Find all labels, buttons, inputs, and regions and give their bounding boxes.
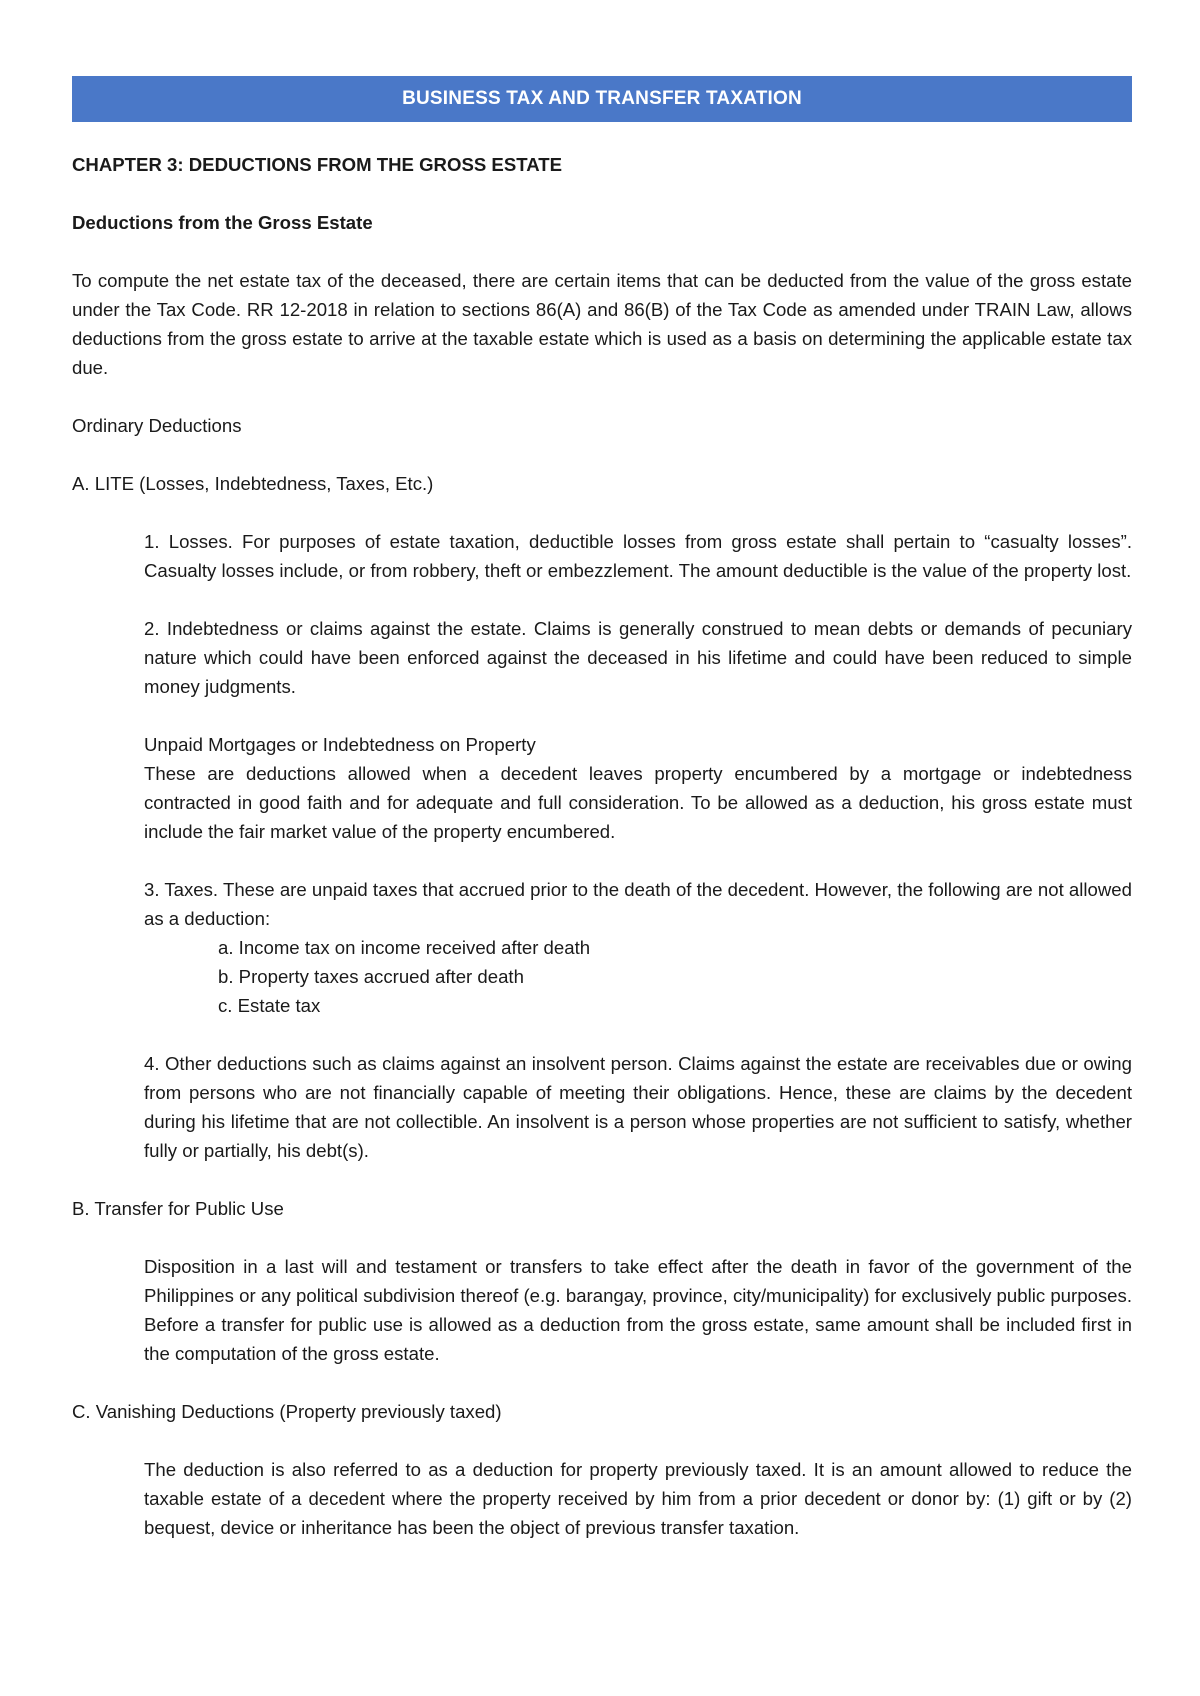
item-indebtedness: 2. Indebtedness or claims against the estate. Claims is generally construed to mean debts or demands of pecuniary nature which could have been enforced against the deceased in his lifetime and could have been reduced to simple money judgments. — [144, 618, 1132, 697]
item-other-deductions: 4. Other deductions such as claims against an insolvent person. Claims against the estate are receivables due or owing from persons who are not financially capable of meeting their obligations. Hence, these are claims by the decedent during his lifetime that are not collectible. An insolvent is a person whose properties are not sufficient to satisfy, whether fully or partially, his debt(s). — [144, 1053, 1132, 1161]
item-taxes: 3. Taxes. These are unpaid taxes that accrued prior to the death of the decedent. However, the following are not allowed as a deduction: — [144, 879, 1132, 929]
public-use-text: Disposition in a last will and testament or transfers to take effect after the death in favor of the government of the Philippines or any political subdivision thereof (e.g. barangay, province, city/municipality) for exclusively public purposes. Before a transfer for public use is allowed as a deduction from the gross estate, same amount shall be included first in the computation of the gross estate. — [144, 1256, 1132, 1364]
document-header-title: BUSINESS TAX AND TRANSFER TAXATION — [402, 88, 802, 109]
intro-paragraph: To compute the net estate tax of the deceased, there are certain items that can be deducted from the value of the gross estate under the Tax Code. RR 12-2018 in relation to sections 86(A) and 86(B) of the Tax Code as amended under TRAIN Law, allows deductions from the gross estate to arrive at the taxable estate which is used as a basis on determining the applicable estate tax due. — [72, 270, 1132, 378]
public-use-heading: B. Transfer for Public Use — [72, 1198, 284, 1219]
document-header-bar — [72, 76, 1132, 122]
tax-exclusion-item: a. Income tax on income received after death — [218, 937, 591, 958]
unpaid-mortgages-heading: Unpaid Mortgages or Indebtedness on Property — [144, 734, 536, 755]
section-title: Deductions from the Gross Estate — [72, 212, 373, 233]
lite-heading: A. LITE (Losses, Indebtedness, Taxes, Etc.) — [72, 473, 434, 494]
unpaid-mortgages-text: These are deductions allowed when a decedent leaves property encumbered by a mortgage or indebtedness contracted in good faith and for adequate and full consideration. To be allowed as a deduction, his gross estate must include the fair market value of the property encumbered. — [144, 763, 1132, 842]
tax-exclusion-item: c. Estate tax — [218, 995, 321, 1016]
tax-exclusion-item: b. Property taxes accrued after death — [218, 966, 524, 987]
vanishing-deductions-text: The deduction is also referred to as a deduction for property previously taxed. It is an amount allowed to reduce the taxable estate of a decedent where the property received by him from a prior decedent or donor by: (1) gift or by (2) bequest, device or inheritance has been the object of previous transfer taxation. — [144, 1459, 1132, 1538]
ordinary-deductions-heading: Ordinary Deductions — [72, 415, 242, 436]
item-losses: 1. Losses. For purposes of estate taxation, deductible losses from gross estate shall pertain to “casualty losses”. Casualty losses include, or from robbery, theft or embezzlement. The amount deductible is the value of the property lost. — [144, 531, 1132, 581]
chapter-title: CHAPTER 3: DEDUCTIONS FROM THE GROSS ESTATE — [72, 154, 563, 175]
vanishing-deductions-heading: C. Vanishing Deductions (Property previously taxed) — [72, 1401, 502, 1422]
document-page — [72, 76, 1132, 1542]
